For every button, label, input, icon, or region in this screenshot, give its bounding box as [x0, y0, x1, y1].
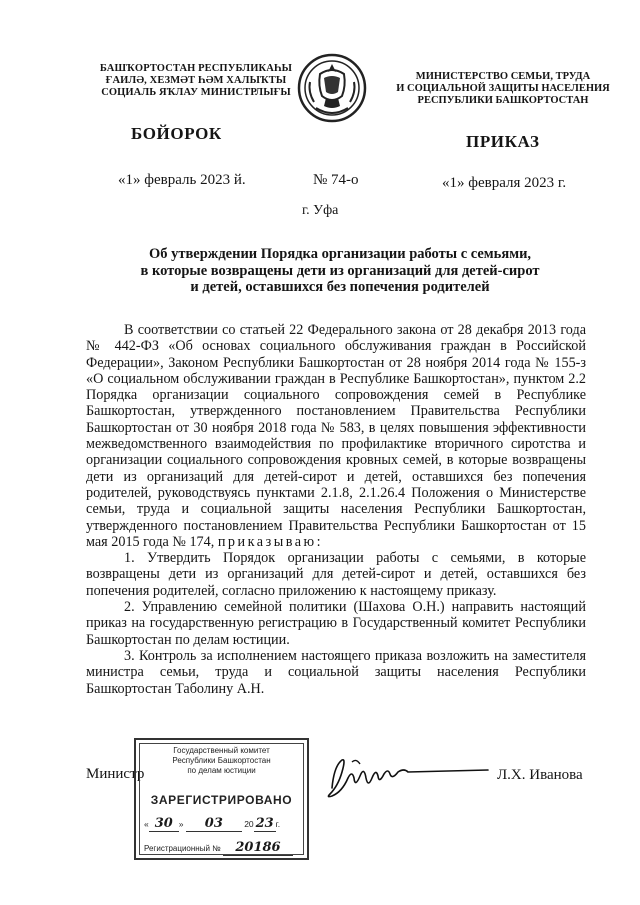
signatory-name: Л.Х. Иванова: [497, 767, 583, 783]
title-line: в которые возвращены дети из организаций для детей-сирот: [140, 262, 540, 279]
stamp-date: « 30 » 03 20 23 г.: [144, 816, 281, 831]
stamp-reg-number-row: [144, 840, 304, 856]
header-right-line: И СОЦИАЛЬНОЙ ЗАЩИТЫ НАСЕЛЕНИЯ: [396, 83, 610, 94]
stamp-reg-number: 20186: [223, 840, 293, 856]
stamp-year-prefix: 20: [244, 819, 254, 829]
bashkortostan-emblem-icon: [296, 52, 368, 124]
stamp-reg-label: Регистрационный №: [144, 844, 221, 853]
header-right-line: МИНИСТЕРСТВО СЕМЬИ, ТРУДА: [415, 71, 591, 82]
header-left-line: БАШҠОРТОСТАН РЕСПУБЛИКАҺЫ: [99, 63, 293, 74]
registration-stamp: [134, 738, 309, 860]
doc-type-bashkir: БОЙОРОК: [131, 124, 222, 143]
title-line: и детей, оставшихся без попечения родителей: [190, 279, 490, 295]
stamp-org-line: по делам юстиции: [187, 766, 256, 775]
item-paragraph: 2. Управлению семейной политики (Шахова О.Н.) направить настоящий приказ на государственную регистрацию в Государственный комитет Республики Башкортостан по делам юстиции.: [86, 599, 586, 648]
header-ministry-bashkir: [86, 63, 306, 99]
stamp-year-suffix: 23: [255, 816, 274, 831]
handwritten-signature: [312, 748, 492, 808]
date-bashkir: «1» февраль 2023 й.: [118, 172, 246, 188]
stamp-registered-label: ЗАРЕГИСТРИРОВАНО: [150, 793, 293, 807]
header-left-line: СОЦИАЛЬ ЯҠЛАУ МИНИСТРЛЫҒЫ: [101, 87, 291, 98]
stamp-org-line: Республики Башкортостан: [172, 756, 271, 765]
stamp-org-line: Государственный комитет: [173, 746, 270, 755]
doc-type-russian: ПРИКАЗ: [466, 132, 540, 151]
order-number: № 74-о: [313, 172, 359, 188]
stamp-month: 03: [186, 816, 242, 832]
date-russian: «1» февраля 2023 г.: [442, 175, 567, 191]
item-paragraph: 3. Контроль за исполнением настоящего приказа возложить на заместителя министра семьи, труда и социальной защиты населения Республики Башкортостан Таболину А.Н.: [86, 647, 586, 697]
document-title: [130, 246, 550, 296]
header-left-line: ҒАИЛӘ, ХЕЗМӘТ ҺӘМ ХАЛЫҠТЫ: [105, 75, 287, 86]
signatory-position: Министр: [86, 766, 145, 782]
document-body: [86, 322, 586, 697]
header-ministry-russian: [382, 71, 624, 107]
order-word: приказываю:: [217, 533, 324, 550]
item-paragraph: 1. Утвердить Порядок организации работы с семьями, в которые возвращены дети из организаций для детей-сирот и детей, оставшихся без попечения родителей, согласно приложению к настоящему приказу.: [86, 550, 586, 599]
preamble-text: В соответствии со статьей 22 Федерального закона от 28 декабря 2013 года № 442-ФЗ «Об основах социального обслуживания граждан в Российской Федерации», Законом Республики Башкортостан от 28 ноября 2014 года № 155-з «О социальном обслуживании граждан в Республике Башкортостан», пунктом 2.2 Порядка организации социального сопровождения семей в Республике Башкортостан, утвержденного постановлением Правительства Республики Башкортостан от 30 ноября 2018 года № 583, в целях повышения эффективности межведомственного взаимодействия по профилактике вторичного сиротства и организации социального сопровождения кровных семей, в которые возвращены дети из организаций для детей-сирот и детей, оставшихся без попечения родителей, руководствуясь пунктами 2.1.8, 2.1.26.4 Положения о Министерстве семьи, труда и социальной защиты населения Республики Башкортостан, утвержденного постановлением Правительства Республики Башкортостан от 15 мая 2015 года № 174,: [86, 322, 586, 550]
header-right-line: РЕСПУБЛИКИ БАШКОРТОСТАН: [417, 95, 589, 106]
stamp-organization: [136, 746, 307, 776]
preamble-paragraph: [86, 322, 586, 550]
stamp-day: 30: [149, 816, 179, 832]
city: г. Уфа: [302, 203, 339, 218]
title-line: Об утверждении Порядка организации работы с семьями,: [148, 246, 532, 262]
